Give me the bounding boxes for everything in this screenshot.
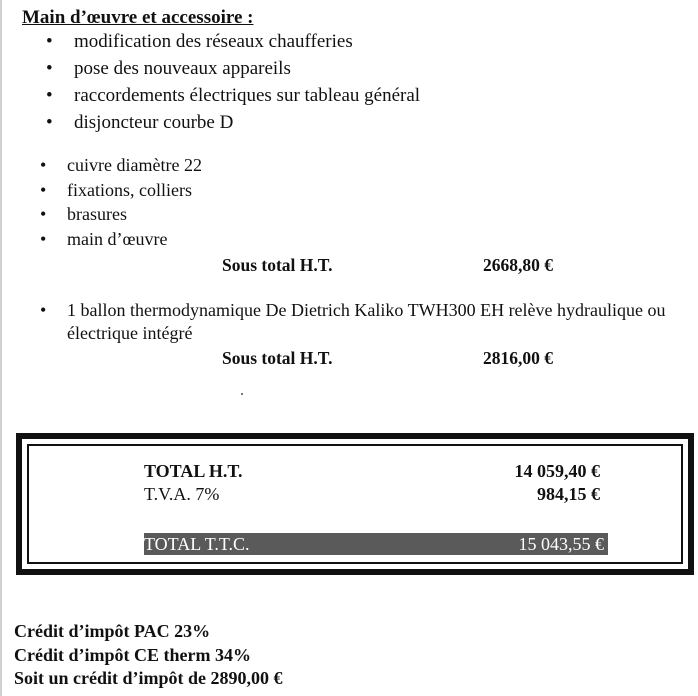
total-ht-label: TOTAL H.T. [144, 461, 243, 481]
credit-total: Soit un crédit d’impôt de 2890,00 € [14, 668, 283, 688]
list-item [46, 57, 420, 84]
total-ttc-label: TOTAL T.T.C. [144, 534, 250, 554]
subtotal-1-value: 2668,80 € [483, 255, 553, 275]
list-item-text: brasures [67, 204, 127, 224]
bullet: • [46, 58, 53, 79]
subtotal-1-label: Sous total H.T. [222, 255, 333, 275]
scan-speck [241, 393, 243, 395]
materials-list [40, 154, 202, 252]
list-item [40, 203, 202, 228]
list-item [46, 111, 420, 138]
bullet: • [40, 155, 47, 175]
bullet: • [46, 31, 53, 52]
section-heading: Main d’œuvre et accessoire : [22, 7, 254, 28]
list-item-text: modification des réseaux chaufferies [74, 31, 353, 52]
list-item [40, 179, 202, 204]
subtotal-2-value: 2816,00 € [483, 348, 553, 368]
list-item-text: fixations, colliers [67, 179, 192, 200]
equipment-list [40, 299, 680, 345]
list-item-text: pose des nouveaux appareils [74, 58, 291, 79]
bullet: • [46, 112, 53, 133]
list-item [46, 30, 420, 57]
totals-box [16, 433, 694, 575]
list-item-text: main d’œuvre [67, 228, 168, 249]
subtotal-2-label: Sous total H.T. [222, 348, 333, 368]
labour-list [46, 30, 420, 138]
bullet: • [46, 85, 53, 106]
total-ht-value: 14 059,40 € [514, 461, 600, 481]
bullet: • [40, 204, 47, 224]
bullet: • [40, 179, 47, 200]
list-item-text: cuivre diamètre 22 [67, 155, 202, 175]
list-item [40, 299, 680, 345]
list-item-text: 1 ballon thermodynamique De Dietrich Kaliko TWH300 EH relève hydraulique ou électrique intégré [67, 300, 666, 343]
list-item [40, 228, 202, 253]
credit-ce-therm: Crédit d’impôt CE therm 34% [14, 645, 251, 665]
list-item [40, 154, 202, 179]
list-item-text: disjoncteur courbe D [74, 112, 234, 133]
tva-value: 984,15 € [537, 484, 600, 504]
page-edge [0, 0, 2, 696]
bullet: • [40, 228, 47, 249]
list-item-text: raccordements électriques sur tableau général [74, 85, 421, 106]
credit-pac: Crédit d’impôt PAC 23% [14, 621, 211, 641]
tva-label: T.V.A. 7% [144, 484, 220, 504]
total-ttc-value: 15 043,55 € [518, 534, 604, 554]
total-ttc-bar [144, 533, 608, 555]
list-item [46, 84, 420, 111]
bullet: • [40, 300, 47, 320]
